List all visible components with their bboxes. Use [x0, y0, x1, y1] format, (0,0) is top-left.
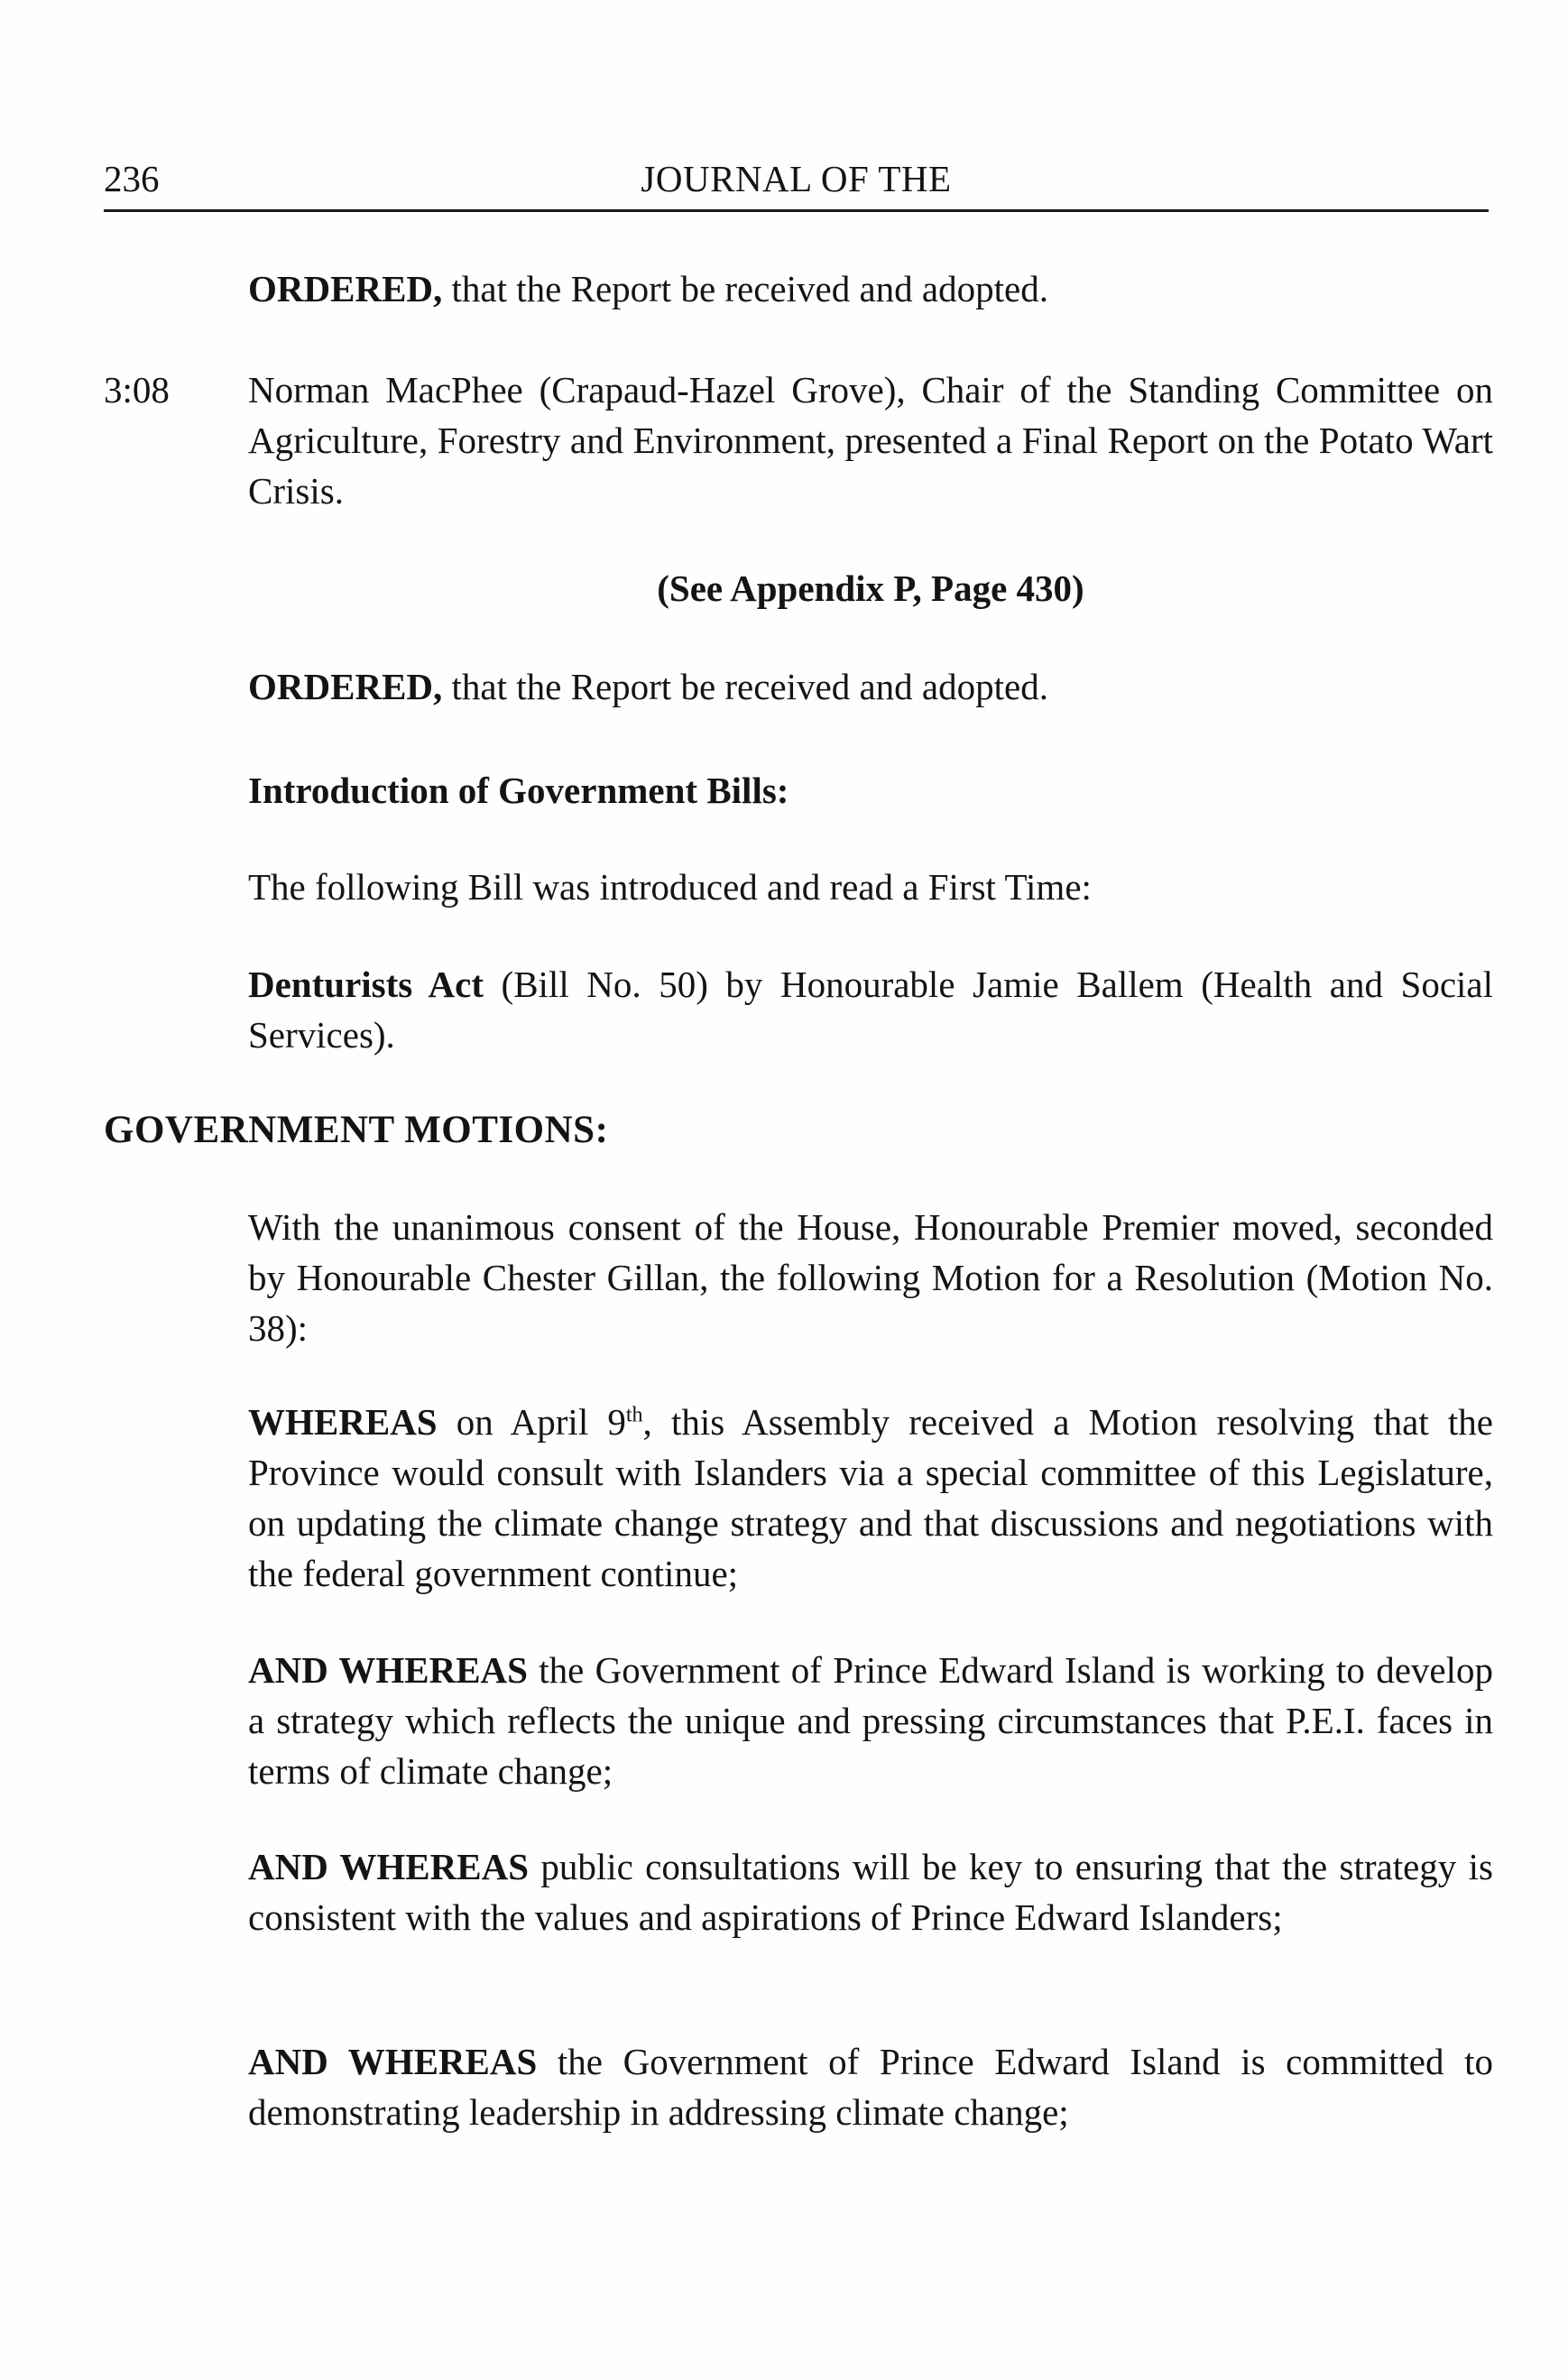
- bill-text: (Bill No. 50) by Honourable Jamie Ballem (Health and Social Services).: [248, 964, 1493, 1056]
- whereas-text: public consultations will be key to ensuring that the strategy is consistent with the values and aspirations of Prince Edward Islanders;: [248, 1846, 1493, 1938]
- bill-paragraph: [248, 959, 1493, 1060]
- appendix-reference: (See Appendix P, Page 430): [657, 567, 1084, 609]
- time-stamp: 3:08: [104, 369, 170, 411]
- whereas-lead: WHEREAS: [248, 1401, 438, 1443]
- whereas-paragraph-1: [248, 1397, 1493, 1599]
- ordered-text: that the Report be received and adopted.: [442, 666, 1048, 707]
- page-number: 236: [104, 158, 160, 199]
- committee-report-paragraph: Norman MacPhee (Crapaud-Hazel Grove), Chair of the Standing Committee on Agriculture, Forestry and Environment, presented a Final Report on the Potato Wart Crisis.: [248, 369, 1493, 512]
- journal-title: JOURNAL OF THE: [641, 158, 952, 199]
- whereas-paragraph-3: [248, 1841, 1493, 1942]
- whereas-text-post: , this Assembly received a Motion resolving that the Province would consult with Islanders via a special committee of this Legislature, on updating the climate change strategy and that discussions and negotiations with the federal government continue;: [248, 1401, 1493, 1594]
- whereas-lead: AND WHEREAS: [248, 2041, 538, 2082]
- government-motions-heading: GOVERNMENT MOTIONS:: [104, 1109, 609, 1151]
- ordered-lead: ORDERED,: [248, 666, 443, 707]
- whereas-text-pre: on April 9: [437, 1401, 626, 1443]
- whereas-text: the Government of Prince Edward Island is committed to demonstrating leadership in addressing climate change;: [248, 2041, 1493, 2133]
- whereas-paragraph-2: [248, 1645, 1493, 1796]
- bill-intro-text: The following Bill was introduced and read a First Time:: [248, 866, 1092, 908]
- page-header: [104, 155, 1489, 212]
- whereas-paragraph-4: [248, 2036, 1493, 2137]
- ordered-text: that the Report be received and adopted.: [442, 268, 1048, 309]
- whereas-lead: AND WHEREAS: [248, 1846, 530, 1887]
- intro-bills-heading: Introduction of Government Bills:: [248, 770, 789, 811]
- motion-intro-paragraph: With the unanimous consent of the House, Honourable Premier moved, seconded by Honourable Chester Gillan, the following Motion for a Resolution (Motion No. 38):: [248, 1206, 1493, 1349]
- whereas-lead: AND WHEREAS: [248, 1649, 528, 1691]
- ordered-lead: ORDERED,: [248, 268, 443, 309]
- bill-name: Denturists Act: [248, 964, 484, 1005]
- ordinal-suffix: th: [625, 1403, 643, 1427]
- whereas-text: the Government of Prince Edward Island is working to develop a strategy which reflects the unique and pressing circumstances that P.E.I. faces in terms of climate change;: [248, 1649, 1493, 1792]
- ordered-paragraph-1: [248, 263, 1493, 314]
- ordered-paragraph-2: [248, 661, 1493, 712]
